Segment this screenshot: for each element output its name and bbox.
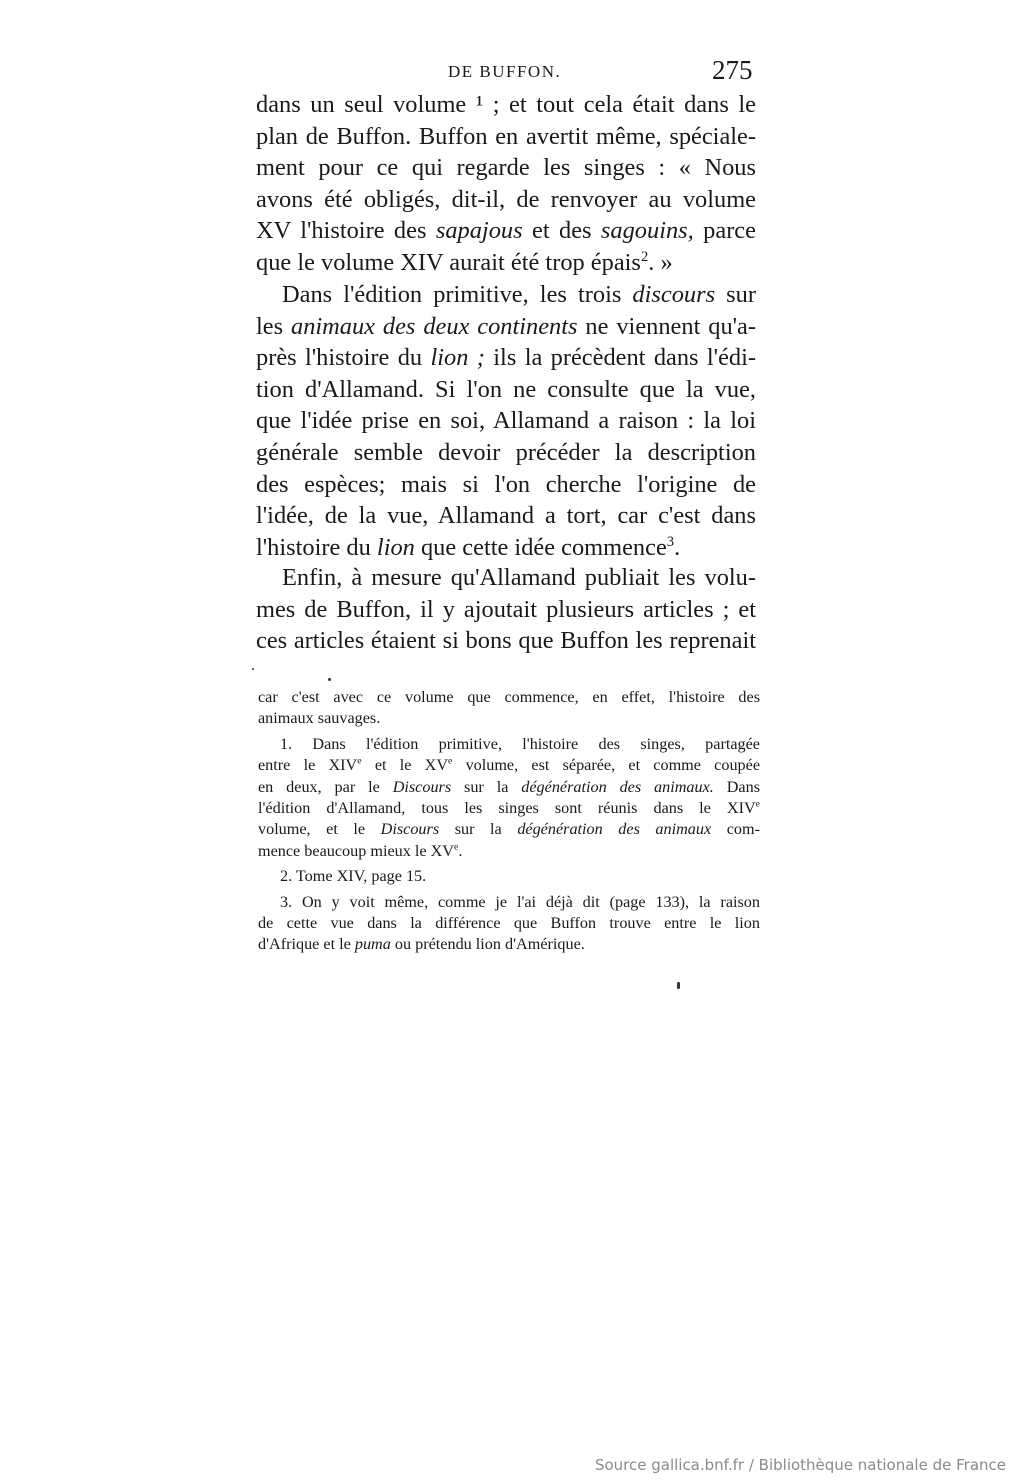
running-header: DE BUFFON. xyxy=(448,62,562,81)
italic-term: lion ; xyxy=(430,344,485,372)
text-line: l'idée, de la vue, Allamand a tort, car c'est dans xyxy=(256,502,756,530)
footnote-line: d'Afrique et le puma ou prétendu lion d'Amérique. xyxy=(258,935,585,954)
text-line: que le volume XIV aurait été trop épais$^2$. » xyxy=(256,248,673,276)
footnote-line: mence beaucoup mieux le XVe. xyxy=(258,841,463,860)
text-line: tion d'Allamand. Si l'on ne consulte que la vue, xyxy=(256,375,756,403)
footnote-line: animaux sauvages. xyxy=(258,709,381,728)
italic-term: lion xyxy=(376,533,415,561)
text-line: que l'idée prise en soi, Allamand a raison : la loi xyxy=(256,407,756,435)
footnote-2: 2. Tome XIV, page 15. xyxy=(280,867,427,886)
scan-speck xyxy=(677,982,680,989)
text-line: ces articles étaient si bons que Buffon les reprenait xyxy=(256,627,756,655)
footnote-line: en deux, par le Discours sur la dégénération des animaux. Dans xyxy=(258,777,760,796)
text-line: Enfin, à mesure qu'Allamand publiait les volu- xyxy=(282,564,756,591)
text-line: dans un seul volume ¹ ; et tout cela était dans le xyxy=(256,91,756,118)
footnote-ref: 2 xyxy=(640,248,649,265)
italic-term: discours xyxy=(632,281,716,308)
footnotes xyxy=(258,687,760,956)
scan-speck xyxy=(328,678,331,681)
text-line: mes de Buffon, il y ajoutait plusieurs articles ; et xyxy=(256,595,756,623)
source-credit: Source gallica.bnf.fr / Bibliothèque nationale de France xyxy=(594,1456,1006,1474)
scan-speck xyxy=(252,668,254,670)
page-number: 275 xyxy=(712,55,753,85)
footnote-ref: 3 xyxy=(666,533,675,550)
italic-term: sapajous xyxy=(435,217,523,245)
footnote-line: entre le XIVe et le XVe volume, est séparée, et comme coupée xyxy=(258,755,760,775)
italic-term: animaux des deux continents xyxy=(291,312,578,340)
text-line: l'histoire du lion que cette idée commence$^3$. xyxy=(256,533,681,561)
text-line: des espèces; mais si l'on cherche l'origine de xyxy=(256,470,756,498)
text-line: Dans l'édition primitive, les trois discours sur xyxy=(282,281,756,308)
footnote-line: car c'est avec ce volume que commence, en effet, l'histoire des xyxy=(258,688,760,706)
text-line: plan de Buffon. Buffon en avertit même, spéciale- xyxy=(256,122,756,150)
text-line: générale semble devoir précéder la description xyxy=(256,438,756,466)
footnote-line: volume, et le Discours sur la dégénération des animaux com- xyxy=(258,820,761,839)
text-line: près l'histoire du lion ; ils la précèdent dans l'édi- xyxy=(256,344,756,372)
footnote-1: 1. Dans l'édition primitive, l'histoire des singes, partagée xyxy=(280,734,760,753)
paragraph-3 xyxy=(256,562,756,657)
text-line: XV l'histoire des sapajous et des sagouins, parce xyxy=(256,217,756,245)
footnote-3: 3. On y voit même, comme je l'ai déjà dit (page 133), la raison xyxy=(280,892,760,911)
italic-term: sagouins, xyxy=(600,217,694,245)
paragraph-1 xyxy=(256,89,756,279)
text-line: avons été obligés, dit-il, de renvoyer au volume xyxy=(256,185,756,213)
text-line: ment pour ce qui regarde les singes : « Nous xyxy=(256,154,756,182)
footnote-line: de cette vue dans la différence que Buffon trouve entre le lion xyxy=(258,913,760,932)
paragraph-2 xyxy=(256,279,756,563)
text-line: les animaux des deux continents ne viennent qu'a- xyxy=(256,312,756,340)
footnote-line: l'édition d'Allamand, tous les singes sont réunis dans le XIVe xyxy=(258,798,760,817)
